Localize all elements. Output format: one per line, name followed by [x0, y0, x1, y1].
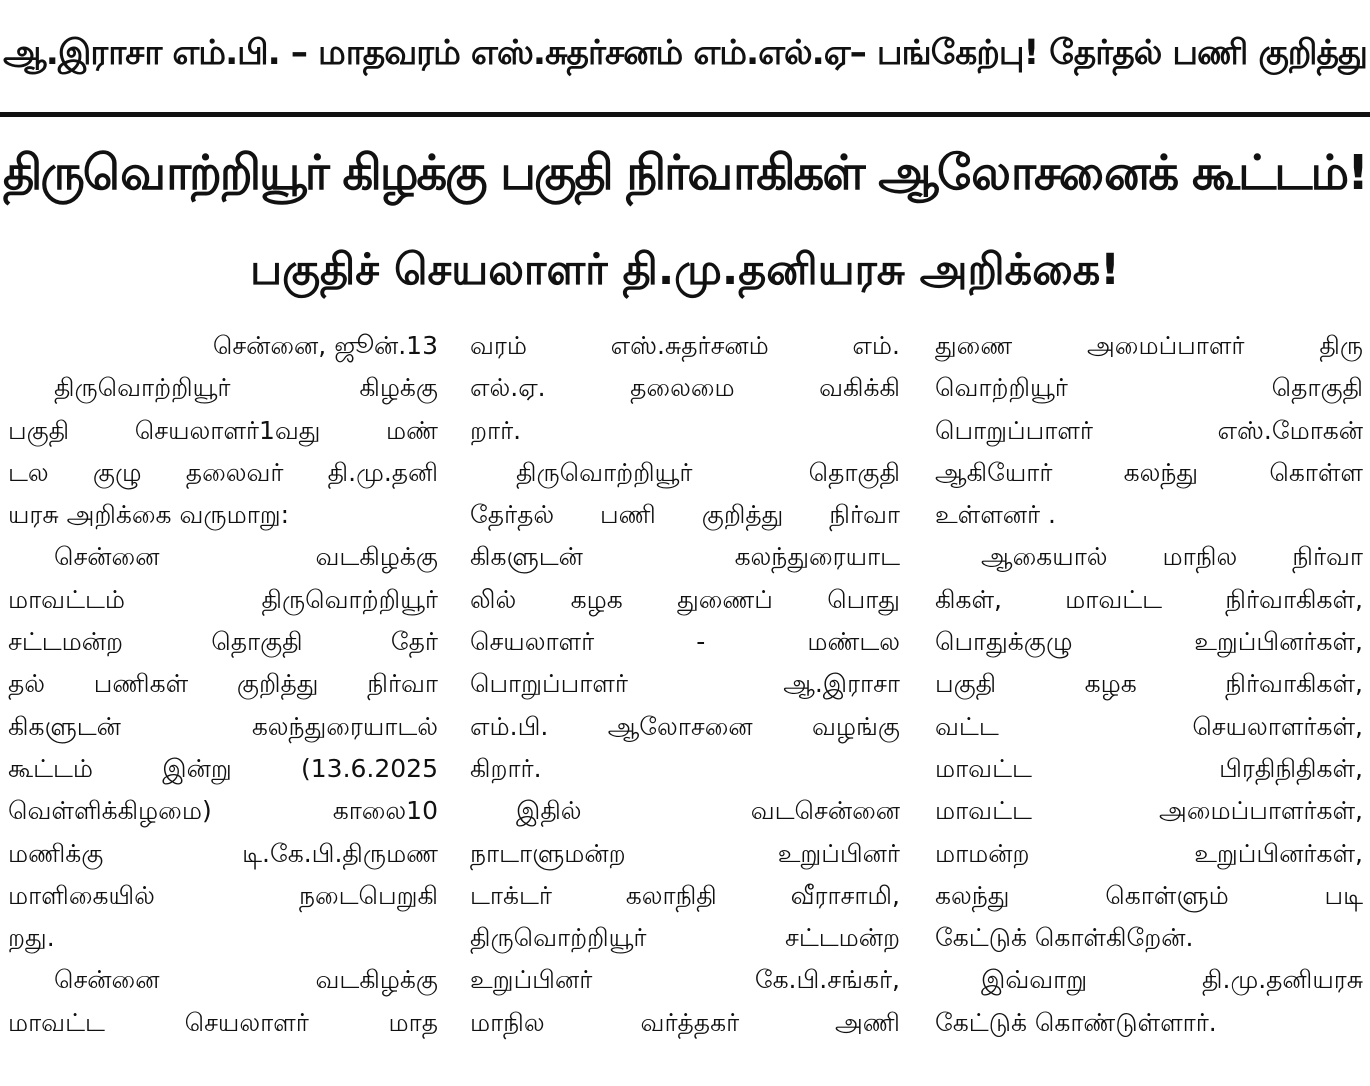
text-line: பொறுப்பாளர் எஸ்.மோகன் — [935, 415, 1363, 445]
text-line: மாளிகையில் நடைபெறுகி — [8, 880, 438, 910]
text-line: கேட்டுக் கொண்டுள்ளார். — [935, 1007, 1217, 1037]
text-line: இவ்வாறு தி.மு.தனியரசு — [981, 965, 1363, 995]
text-line: வரம் எஸ்.சுதர்சனம் எம். — [470, 331, 900, 360]
text-line: கூட்டம் இன்று (13.6.2025 — [8, 753, 438, 783]
text-line: மாவட்ட செயலாளர் மாத — [8, 1007, 438, 1037]
text-line: மாவட்டம் திருவொற்றியூர் — [8, 584, 438, 614]
text-line: சட்டமன்ற தொகுதி தேர் — [8, 627, 438, 657]
text-line: சென்னை வடகிழக்கு — [54, 965, 438, 995]
kicker-line: ஆ.இராசா எம்.பி. – மாதவரம் எஸ்.சுதர்சனம் எம்.எல்.ஏ– பங்கேற்பு! தேர்தல் பணி குறித்து — [3, 33, 1367, 73]
headline: திருவொற்றியூர் கிழக்கு பகுதி நிர்வாகிகள் ஆலோசனைக் கூட்டம்! — [2, 145, 1368, 201]
text-line: ஆகையால் மாநில நிர்வா — [981, 542, 1363, 572]
text-line: திருவொற்றியூர் தொகுதி — [516, 457, 900, 487]
dateline: சென்னை, ஜூன்.13 — [212, 331, 438, 360]
text-line: திருவொற்றியூர் கிழக்கு — [54, 373, 438, 403]
text-line: யரசு அறிக்கை வருமாறு: — [8, 500, 290, 530]
text-line: மாவட்ட அமைப்பாளர்கள், — [935, 796, 1363, 826]
text-line: வட்ட செயலாளர்கள், — [935, 711, 1363, 741]
text-line: மாவட்ட பிரதிநிதிகள், — [935, 753, 1363, 783]
text-line: கலந்து கொள்ளும் படி — [935, 880, 1363, 910]
text-line: கிகளுடன் கலந்துரையாட — [470, 542, 900, 572]
subheadline: பகுதிச் செயலாளர் தி.மு.தனியரசு அறிக்கை! — [250, 244, 1120, 295]
text-line: உள்ளனர் . — [935, 500, 1056, 530]
text-line: கேட்டுக் கொள்கிறேன். — [935, 923, 1194, 953]
text-line: டல குழு தலைவர் தி.மு.தனி — [8, 457, 438, 487]
text-line: கிறார். — [470, 753, 542, 783]
text-line: தல் பணிகள் குறித்து நிர்வா — [8, 669, 438, 699]
text-line: நாடாளுமன்ற உறுப்பினர் — [470, 838, 900, 868]
text-line: லில் கழக துணைப் பொது — [470, 584, 900, 614]
text-line: வெள்ளிக்கிழமை) காலை10 — [8, 796, 438, 826]
text-line: பகுதி செயலாளர்1வது மண் — [8, 415, 438, 445]
text-line: டாக்டர் கலாநிதி வீராசாமி, — [470, 880, 900, 910]
text-line: செயலாளர் - மண்டல — [470, 627, 900, 657]
text-line: றது. — [8, 923, 55, 953]
text-line: எல்.ஏ. தலைமை வகிக்கி — [470, 373, 900, 403]
text-line: இதில் வடசென்னை — [516, 796, 900, 826]
article-column-3 — [935, 325, 1363, 1085]
text-line: உறுப்பினர் கே.பி.சங்கர், — [470, 965, 900, 995]
text-line: எம்.பி. ஆலோசனை வழங்கு — [470, 711, 900, 741]
text-line: மாநில வர்த்தகர் அணி — [470, 1007, 900, 1037]
text-line: கிகள், மாவட்ட நிர்வாகிகள், — [935, 584, 1363, 614]
article-column-2 — [470, 325, 900, 1085]
text-line: பகுதி கழக நிர்வாகிகள், — [935, 669, 1363, 699]
text-line: றார். — [470, 415, 522, 445]
text-line: பொறுப்பாளர் ஆ.இராசா — [470, 669, 900, 699]
text-line: வொற்றியூர் தொகுதி — [935, 373, 1363, 403]
text-line: துணை அமைப்பாளர் திரு — [935, 331, 1363, 360]
text-line: மாமன்ற உறுப்பினர்கள், — [935, 838, 1363, 868]
text-line: பொதுக்குழு உறுப்பினர்கள், — [935, 627, 1363, 657]
article-column-1 — [8, 325, 438, 1085]
text-line: தேர்தல் பணி குறித்து நிர்வா — [470, 500, 900, 530]
text-line: சென்னை வடகிழக்கு — [54, 542, 438, 572]
text-line: கிகளுடன் கலந்துரையாடல் — [8, 711, 438, 741]
text-line: மணிக்கு டி.கே.பி.திருமண — [8, 838, 438, 868]
headline-divider — [0, 112, 1370, 117]
text-line: திருவொற்றியூர் சட்டமன்ற — [470, 923, 900, 953]
text-line: ஆகியோர் கலந்து கொள்ள — [935, 457, 1363, 487]
